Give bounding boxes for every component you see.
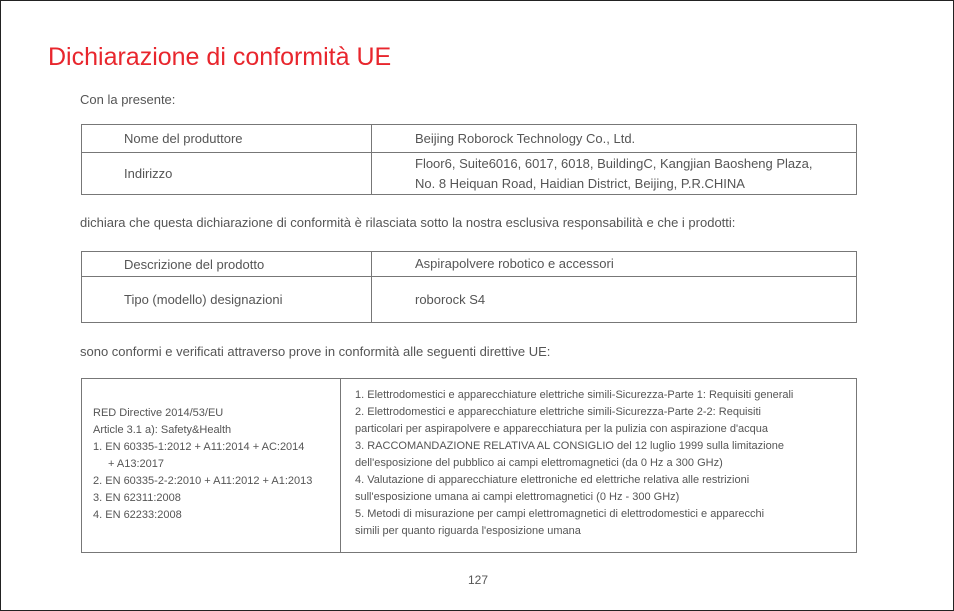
description-line: 4. Valutazione di apparecchiature elettroniche ed elettriche relativa alle restrizioni: [355, 474, 750, 486]
intro-text: Con la presente:: [80, 92, 176, 107]
description-line: 2. Elettrodomestici e apparecchiature elettriche simili-Sicurezza-Parte 2-2: Requisiti: [355, 406, 761, 418]
description-line: 1. Elettrodomestici e apparecchiature elettriche simili-Sicurezza-Parte 1: Requisiti generali: [355, 389, 794, 401]
page-title: Dichiarazione di conformità UE: [48, 43, 392, 71]
declaration-text: dichiara che questa dichiarazione di conformità è rilasciata sotto la nostra esclusiva responsabilità e che i prodotti:: [80, 215, 736, 230]
standards-line: 3. EN 62311:2008: [93, 492, 181, 504]
description-line: particolari per aspirapolvere e apparecchiatura per la pulizia con aspirazione d'acqua: [355, 423, 769, 435]
table-row: [82, 153, 857, 195]
description-line: dell'esposizione del pubblico ai campi elettromagnetici (da 0 Hz a 300 GHz): [355, 457, 723, 469]
table-row: [82, 125, 857, 153]
table-row: [82, 277, 857, 323]
table-row: [82, 379, 857, 553]
page-number: 127: [467, 573, 489, 587]
address-value: [372, 153, 857, 195]
standards-descriptions: [341, 379, 857, 553]
manufacturer-name-label: Nome del produttore: [82, 125, 372, 153]
product-description-label: Descrizione del prodotto: [82, 252, 372, 277]
product-description-value: Aspirapolvere robotico e accessori: [372, 252, 857, 277]
standards-line: Article 3.1 a): Safety&Health: [93, 424, 232, 436]
product-model-value: roborock S4: [372, 277, 857, 323]
table-row: [82, 252, 857, 277]
description-line: sull'esposizione umana ai campi elettromagnetici (0 Hz - 300 GHz): [355, 491, 680, 503]
address-line: Floor6, Suite6016, 6017, 6018, BuildingC, Kangjian Baosheng Plaza,: [415, 155, 813, 171]
description-line: 3. RACCOMANDAZIONE RELATIVA AL CONSIGLIO del 12 luglio 1999 sulla limitazione: [355, 440, 784, 452]
standards-line: RED Directive 2014/53/EU: [93, 407, 224, 419]
product-table: [81, 251, 857, 323]
standards-list: [82, 379, 341, 553]
standards-table: [81, 378, 857, 553]
standards-line: + A13:2017: [108, 458, 164, 470]
description-line: simili per quanto riguarda l'esposizione umana: [355, 525, 581, 537]
product-model-label: Tipo (modello) designazioni: [82, 277, 372, 323]
standards-line: 1. EN 60335-1:2012 + A11:2014 + AC:2014: [93, 441, 305, 453]
manufacturer-name-value: Beijing Roborock Technology Co., Ltd.: [372, 125, 857, 153]
standards-line: 2. EN 60335-2-2:2010 + A11:2012 + A1:2013: [93, 475, 313, 487]
description-line: 5. Metodi di misurazione per campi elettromagnetici di elettrodomestici e apparecchi: [355, 508, 765, 520]
standards-line: 4. EN 62233:2008: [93, 509, 182, 521]
manufacturer-table: [81, 124, 857, 195]
address-line: No. 8 Heiquan Road, Haidian District, Beijing, P.R.CHINA: [415, 175, 745, 191]
conformity-text: sono conformi e verificati attraverso prove in conformità alle seguenti direttive UE:: [80, 344, 551, 359]
address-label: Indirizzo: [82, 153, 372, 195]
